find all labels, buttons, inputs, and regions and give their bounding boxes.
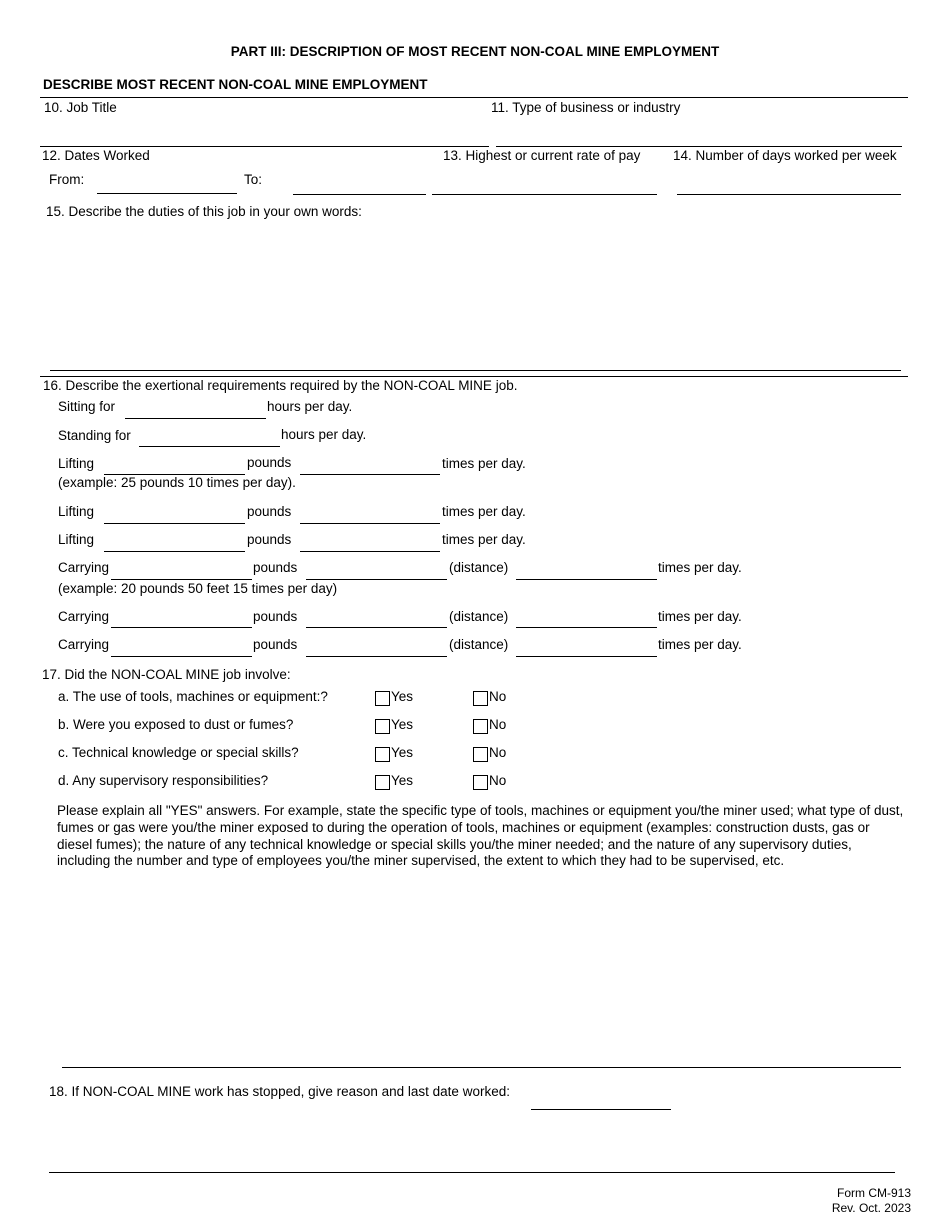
pounds-label: pounds: [247, 455, 292, 470]
section-title: DESCRIBE MOST RECENT NON-COAL MINE EMPLOYMENT: [43, 77, 428, 92]
days-per-week-field[interactable]: [677, 194, 901, 195]
carrying-distance-field[interactable]: [306, 627, 447, 628]
lifting-times-field[interactable]: [300, 551, 440, 552]
lifting-pounds-field[interactable]: [104, 523, 245, 524]
involvement-label: 17. Did the NON-COAL MINE job involve:: [42, 667, 291, 682]
form-revision: Rev. Oct. 2023: [831, 1201, 911, 1215]
standing-hours-field[interactable]: [139, 446, 280, 447]
carrying-times-field[interactable]: [516, 579, 657, 580]
lifting-times-field[interactable]: [300, 523, 440, 524]
carrying-times-field[interactable]: [516, 656, 657, 657]
to-date-field[interactable]: [293, 194, 426, 195]
dust-yes-checkbox[interactable]: [375, 719, 390, 734]
explanation-field[interactable]: [62, 1067, 901, 1068]
from-date-field[interactable]: [97, 193, 237, 194]
standing-label: Standing for: [58, 428, 131, 443]
pounds-label: pounds: [253, 609, 298, 624]
question-supervisory: d. Any supervisory responsibilities?: [58, 773, 269, 788]
reason-field[interactable]: [49, 1172, 895, 1173]
no-label: No: [489, 745, 507, 760]
lift-example: (example: 25 pounds 10 times per day).: [58, 475, 296, 490]
lifting-label: Lifting: [58, 532, 95, 547]
carrying-distance-field[interactable]: [306, 656, 447, 657]
business-type-field[interactable]: [496, 146, 902, 147]
explain-instructions: Please explain all "YES" answers. For example, state the specific type of tools, machines or equipment you/the miner used; what type of dust, fumes or gas were you/the miner exposed to during the operation of tools, machines or equipment (examples: construction dusts, gas or diesel fumes); the nature of any technical knowledge or special skills you/the miner needed; and the nature of any supervisory duties, including the number and type of employees you/the miner supervised, the extent to which they had to be supervised, etc.: [57, 803, 904, 869]
lifting-pounds-field[interactable]: [104, 551, 245, 552]
tools-yes-checkbox[interactable]: [375, 691, 390, 706]
lifting-label: Lifting: [58, 456, 95, 471]
last-date-field[interactable]: [531, 1109, 671, 1110]
no-label: No: [489, 689, 507, 704]
yes-label: Yes: [391, 689, 414, 704]
lifting-label: Lifting: [58, 504, 95, 519]
distance-label: (distance): [449, 609, 509, 624]
no-label: No: [489, 773, 507, 788]
section-rule: [40, 97, 908, 98]
technical-yes-checkbox[interactable]: [375, 747, 390, 762]
carrying-times-field[interactable]: [516, 627, 657, 628]
sitting-hours-field[interactable]: [125, 418, 266, 419]
times-per-day-label: times per day.: [658, 637, 742, 652]
yes-label: Yes: [391, 773, 414, 788]
pounds-label: pounds: [247, 532, 292, 547]
question-tools: a. The use of tools, machines or equipment:?: [58, 689, 328, 704]
work-stopped-label: 18. If NON-COAL MINE work has stopped, give reason and last date worked:: [49, 1084, 510, 1099]
yes-label: Yes: [391, 745, 414, 760]
business-type-label: 11. Type of business or industry: [491, 100, 681, 115]
distance-label: (distance): [449, 637, 509, 652]
hours-per-day-label: hours per day.: [267, 399, 353, 414]
exertion-label: 16. Describe the exertional requirements required by the NON-COAL MINE job.: [43, 378, 518, 393]
lifting-times-field[interactable]: [300, 474, 440, 475]
duties-label: 15. Describe the duties of this job in your own words:: [46, 204, 362, 219]
yes-label: Yes: [391, 717, 414, 732]
dates-worked-label: 12. Dates Worked: [42, 148, 150, 163]
pay-rate-field[interactable]: [432, 194, 657, 195]
pounds-label: pounds: [253, 637, 298, 652]
times-per-day-label: times per day.: [442, 504, 526, 519]
section-rule: [40, 376, 908, 377]
times-per-day-label: times per day.: [442, 456, 526, 471]
form-number: Form CM-913: [836, 1186, 911, 1200]
days-per-week-label: 14. Number of days worked per week: [673, 148, 897, 163]
carrying-label: Carrying: [58, 637, 110, 652]
distance-label: (distance): [449, 560, 509, 575]
technical-no-checkbox[interactable]: [473, 747, 488, 762]
dust-no-checkbox[interactable]: [473, 719, 488, 734]
pounds-label: pounds: [253, 560, 298, 575]
from-label: From:: [49, 172, 85, 187]
carrying-pounds-field[interactable]: [111, 656, 252, 657]
carrying-pounds-field[interactable]: [111, 627, 252, 628]
pay-rate-label: 13. Highest or current rate of pay: [443, 148, 641, 163]
carrying-label: Carrying: [58, 609, 110, 624]
times-per-day-label: times per day.: [658, 560, 742, 575]
pounds-label: pounds: [247, 504, 292, 519]
times-per-day-label: times per day.: [442, 532, 526, 547]
carrying-pounds-field[interactable]: [111, 579, 252, 580]
carrying-label: Carrying: [58, 560, 110, 575]
times-per-day-label: times per day.: [658, 609, 742, 624]
job-title-label: 10. Job Title: [44, 100, 117, 115]
carry-example: (example: 20 pounds 50 feet 15 times per day): [58, 581, 338, 596]
no-label: No: [489, 717, 507, 732]
job-title-field[interactable]: [40, 146, 489, 147]
to-label: To:: [244, 172, 263, 187]
question-technical: c. Technical knowledge or special skills?: [58, 745, 299, 760]
question-dust: b. Were you exposed to dust or fumes?: [58, 717, 294, 732]
carrying-distance-field[interactable]: [306, 579, 447, 580]
part-title: PART III: DESCRIPTION OF MOST RECENT NON-COAL MINE EMPLOYMENT: [230, 44, 720, 59]
sitting-label: Sitting for: [58, 399, 116, 414]
duties-field[interactable]: [50, 370, 901, 371]
hours-per-day-label: hours per day.: [281, 427, 367, 442]
tools-no-checkbox[interactable]: [473, 691, 488, 706]
supervisory-yes-checkbox[interactable]: [375, 775, 390, 790]
supervisory-no-checkbox[interactable]: [473, 775, 488, 790]
